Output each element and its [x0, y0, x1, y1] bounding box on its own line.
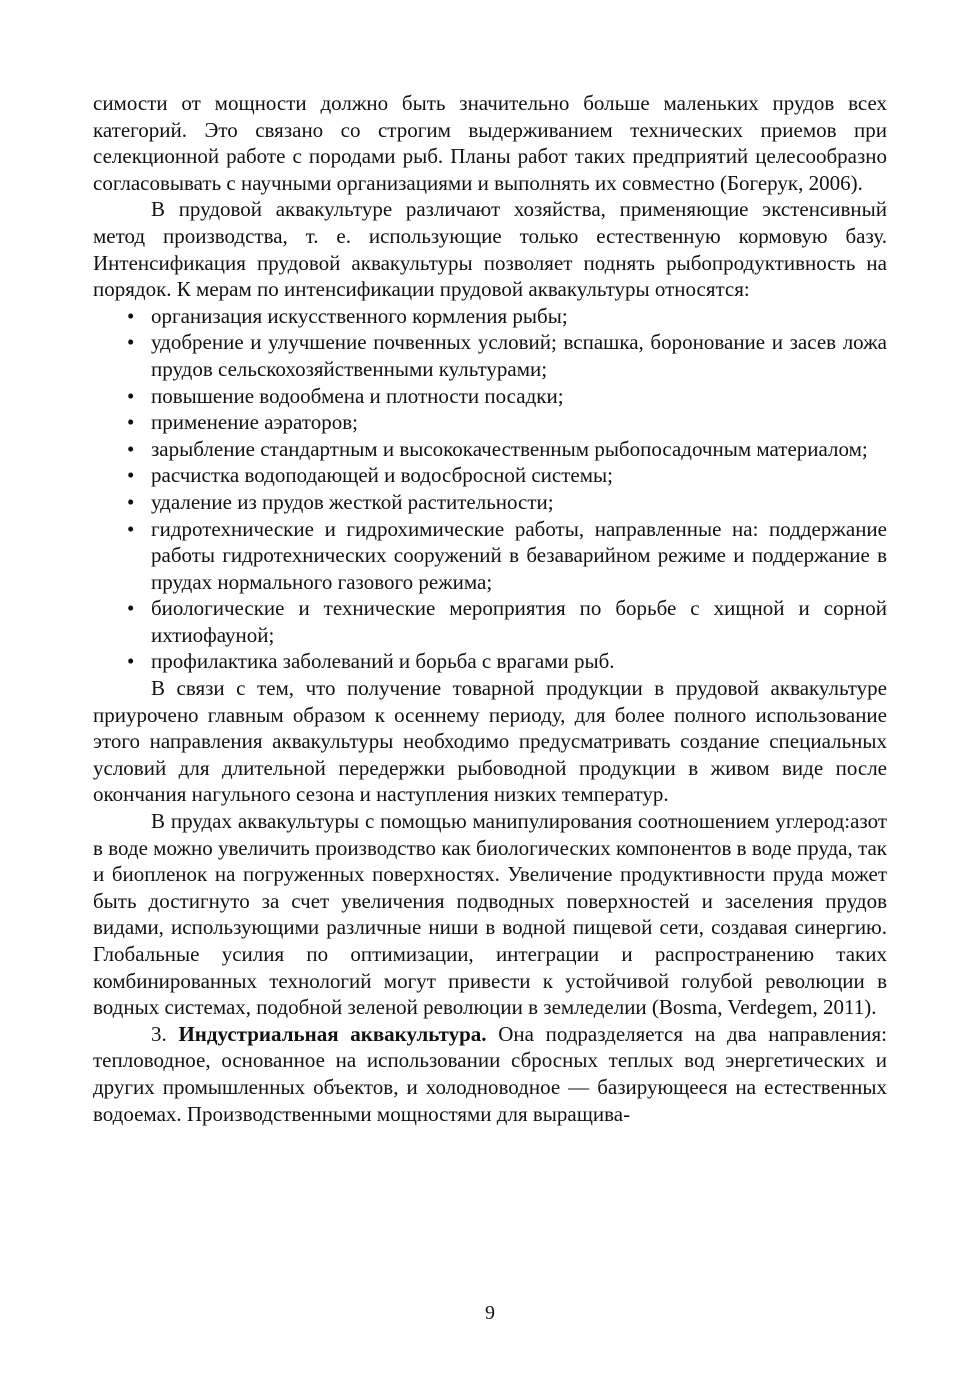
list-item	[127, 489, 887, 516]
section-text: Она подразделяется на два направления: тепловодное, основанное на использовании сбросных теплых вод энергетических и других промышленных объектов, и холодноводное — базирующееся на естественных водоемах. Производственными мощностями для выращива-	[93, 1021, 888, 1126]
list-item-text: организация искусственного кормления рыбы;	[151, 303, 568, 328]
bullet-icon: •	[127, 649, 135, 674]
bullet-icon: •	[127, 436, 135, 461]
paragraph-carbon-nitrogen: В прудах аквакультуры с помощью манипулирования соотношением углерод:азот в воде можно увеличить производство как биологических компонентов в воде пруда, так и биопленок на погруженных поверхностях. Увеличение продуктивности пруда может быть достигнуто за счет увеличения подводных поверхностей и заселения прудов видами, использующими различные ниши в водной пищевой сети, создавая синергию. Глобальные усилия по оптимизации, интеграции и распространению таких комбинированных технологий могут привести к устойчивой голубой революции в водных системах, подобной зеленой революции в земледелии (Bosma, Verdegem, 2011).	[93, 809, 887, 1020]
bullet-icon: •	[127, 516, 135, 541]
list-item	[127, 329, 887, 382]
list-item-text: удаление из прудов жесткой растительности;	[151, 489, 554, 514]
list-item-text: зарыбление стандартным и высококачественным рыбопосадочным материалом;	[151, 436, 868, 461]
bullet-icon: •	[127, 596, 135, 621]
list-item	[127, 383, 887, 410]
paragraph-industrial-aquaculture	[93, 1021, 887, 1127]
paragraph-pond-aquaculture: В прудовой аквакультуре различают хозяйства, применяющие экстенсивный метод производства, т. е. использующие только естественную кормовую базу. Интенсификация прудовой аквакультуры позволяет поднять рыбопродуктивность на порядок. К мерам по интенсификации прудовой аквакультуры относятся:	[93, 197, 887, 302]
bullet-icon: •	[127, 463, 135, 488]
list-item	[127, 516, 887, 596]
bullet-icon: •	[127, 489, 135, 514]
list-item-text: удобрение и улучшение почвенных условий; вспашка, боронование и засев ложа прудов сельскохозяйственными культурами;	[151, 330, 887, 381]
list-item	[127, 409, 887, 436]
intensification-measures-list	[93, 303, 887, 675]
list-item-text: расчистка водоподающей и водосбросной системы;	[151, 463, 613, 488]
list-item-text: биологические и технические мероприятия по борьбе с хищной и сорной ихтиофауной;	[151, 596, 887, 647]
list-item-text: гидротехнические и гидрохимические работы, направленные на: поддержание работы гидротехнических сооружений в безаварийном режиме и поддержание в прудах нормального газового режима;	[151, 516, 887, 594]
section-number: 3.	[151, 1021, 167, 1046]
bullet-icon: •	[127, 330, 135, 355]
list-item	[127, 303, 887, 330]
list-item	[127, 436, 887, 463]
list-item-text: применение аэраторов;	[151, 410, 358, 435]
list-item	[127, 648, 887, 675]
bullet-icon: •	[127, 410, 135, 435]
list-item-text: профилактика заболеваний и борьба с врагами рыб.	[151, 649, 615, 674]
paragraph-harvest-season: В связи с тем, что получение товарной продукции в прудовой аквакультуре приурочено главным образом к осеннему периоду, для более полного использование этого направления аквакультуры необходимо предусматривать создание специальных условий для длительной передержки рыбоводной продукции в живом виде после окончания нагульного сезона и наступления низких температур.	[93, 676, 887, 807]
section-heading-inline: Индустриальная аквакультура.	[178, 1021, 487, 1046]
page-body	[93, 90, 887, 1127]
list-item	[127, 595, 887, 648]
bullet-icon: •	[127, 383, 135, 408]
list-item	[127, 462, 887, 489]
bullet-icon: •	[127, 303, 135, 328]
list-item-text: повышение водообмена и плотности посадки;	[151, 383, 564, 408]
page-number: 9	[485, 1302, 495, 1324]
paragraph-continuation: симости от мощности должно быть значительно больше маленьких прудов всех категорий. Это связано со строгим выдерживанием технических приемов при селекционной работе с породами рыб. Планы работ таких предприятий целесообразно согласовывать с научными организациями и выполнять их совместно (Богерук, 2006).	[93, 91, 887, 195]
